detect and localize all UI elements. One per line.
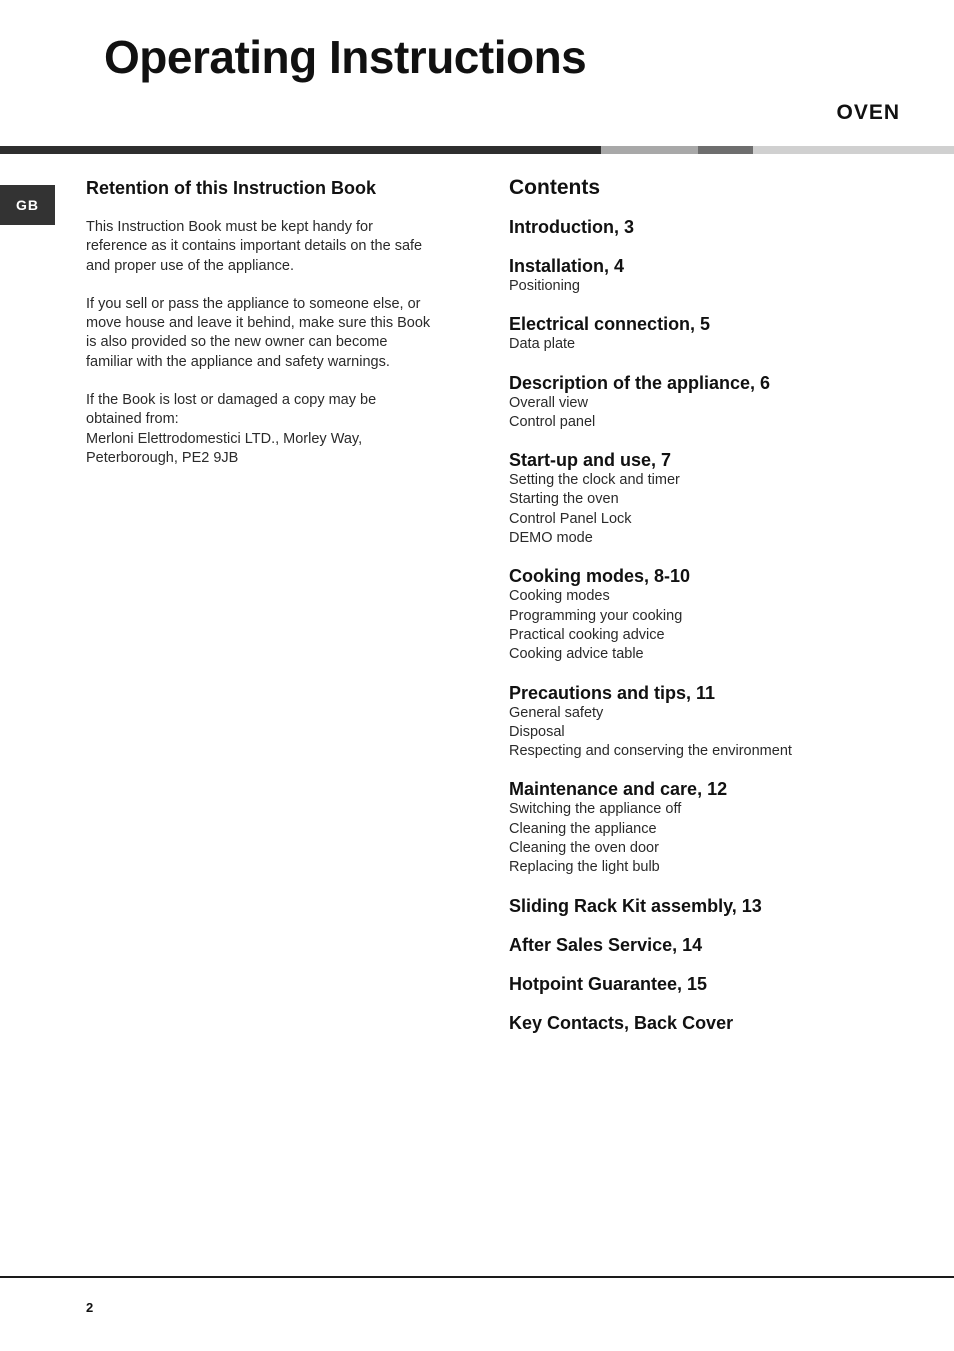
- toc-section: [509, 778, 939, 877]
- toc-section-title: Introduction, 3: [509, 217, 634, 237]
- toc-section-title: Description of the appliance, 6: [509, 372, 771, 393]
- contents-heading: Contents: [509, 176, 600, 199]
- toc-item: Data plate: [509, 336, 576, 353]
- toc-section: [509, 682, 939, 762]
- toc-section-title: Start-up and use, 7: [509, 450, 672, 471]
- retention-paragraph: If the Book is lost or damaged a copy may be obtained from: Merloni Elettrodomestici LTD., Morley Way, Peterborough, PE2 9JB: [86, 392, 377, 466]
- toc-section-title: Key Contacts, Back Cover: [509, 1012, 734, 1033]
- retention-paragraph: If you sell or pass the appliance to someone else, or move house and leave it behind, make sure this Book is also provided so the new owner can become familiar with the appliance and safety warnings.: [86, 295, 431, 370]
- header-band-dark: [0, 146, 601, 154]
- toc-item: Cooking modes: [509, 588, 610, 605]
- page-number: 2: [86, 1300, 94, 1315]
- product-type-label: OVEN: [836, 101, 900, 124]
- toc-section: [509, 313, 939, 354]
- toc-section: [509, 973, 939, 995]
- toc-section-title: Sliding Rack Kit assembly, 13: [509, 895, 762, 916]
- toc-section-title: Hotpoint Guarantee, 15: [509, 973, 708, 994]
- footer-rule: [0, 1276, 954, 1278]
- toc-item: Replacing the light bulb: [509, 859, 660, 876]
- retention-paragraph: This Instruction Book must be kept handy for reference as it contains important details on the safe and proper use of the appliance.: [86, 219, 423, 274]
- toc-item: Positioning: [509, 278, 580, 294]
- toc-section-title: Cooking modes, 8-10: [509, 566, 691, 587]
- language-tab: GB: [0, 185, 55, 225]
- toc-item: Overall view: [509, 394, 588, 411]
- toc-item: Control Panel Lock: [509, 510, 632, 527]
- toc-section: [509, 449, 939, 548]
- toc-item: General safety: [509, 704, 604, 721]
- header-band-pale-gray: [753, 146, 954, 154]
- toc-section-title: Electrical connection, 5: [509, 314, 711, 335]
- toc-section: [509, 934, 939, 956]
- toc-item: Control panel: [509, 413, 596, 430]
- toc-item: Respecting and conserving the environment: [509, 743, 792, 760]
- toc-item: Starting the oven: [509, 491, 619, 508]
- contents-section: [509, 176, 939, 1051]
- toc-section: [509, 372, 939, 433]
- header-band-mid-gray: [698, 146, 753, 154]
- retention-section: [86, 178, 466, 487]
- toc-item: Setting the clock and timer: [509, 472, 680, 489]
- retention-heading: Retention of this Instruction Book: [86, 178, 376, 198]
- toc-item: Practical cooking advice: [509, 626, 665, 643]
- toc-section-title: Precautions and tips, 11: [509, 682, 716, 703]
- toc-section-title: Maintenance and care, 12: [509, 779, 728, 800]
- toc-section: [509, 1012, 939, 1034]
- toc-item: Programming your cooking: [509, 607, 683, 624]
- toc-section: [509, 895, 939, 917]
- toc-item: DEMO mode: [509, 530, 593, 547]
- header-band-light-gray: [601, 146, 698, 154]
- toc-section-title: Installation, 4: [509, 256, 625, 276]
- toc-item: Switching the appliance off: [509, 801, 682, 818]
- page-title: Operating Instructions: [104, 31, 587, 83]
- toc-item: Cooking advice table: [509, 646, 644, 663]
- toc-section: [509, 216, 939, 238]
- toc-section-title: After Sales Service, 14: [509, 934, 703, 955]
- toc-item: Disposal: [509, 723, 565, 740]
- toc-item: Cleaning the appliance: [509, 820, 657, 837]
- toc-section: [509, 255, 939, 296]
- toc-item: Cleaning the oven door: [509, 840, 659, 857]
- toc-section: [509, 565, 939, 664]
